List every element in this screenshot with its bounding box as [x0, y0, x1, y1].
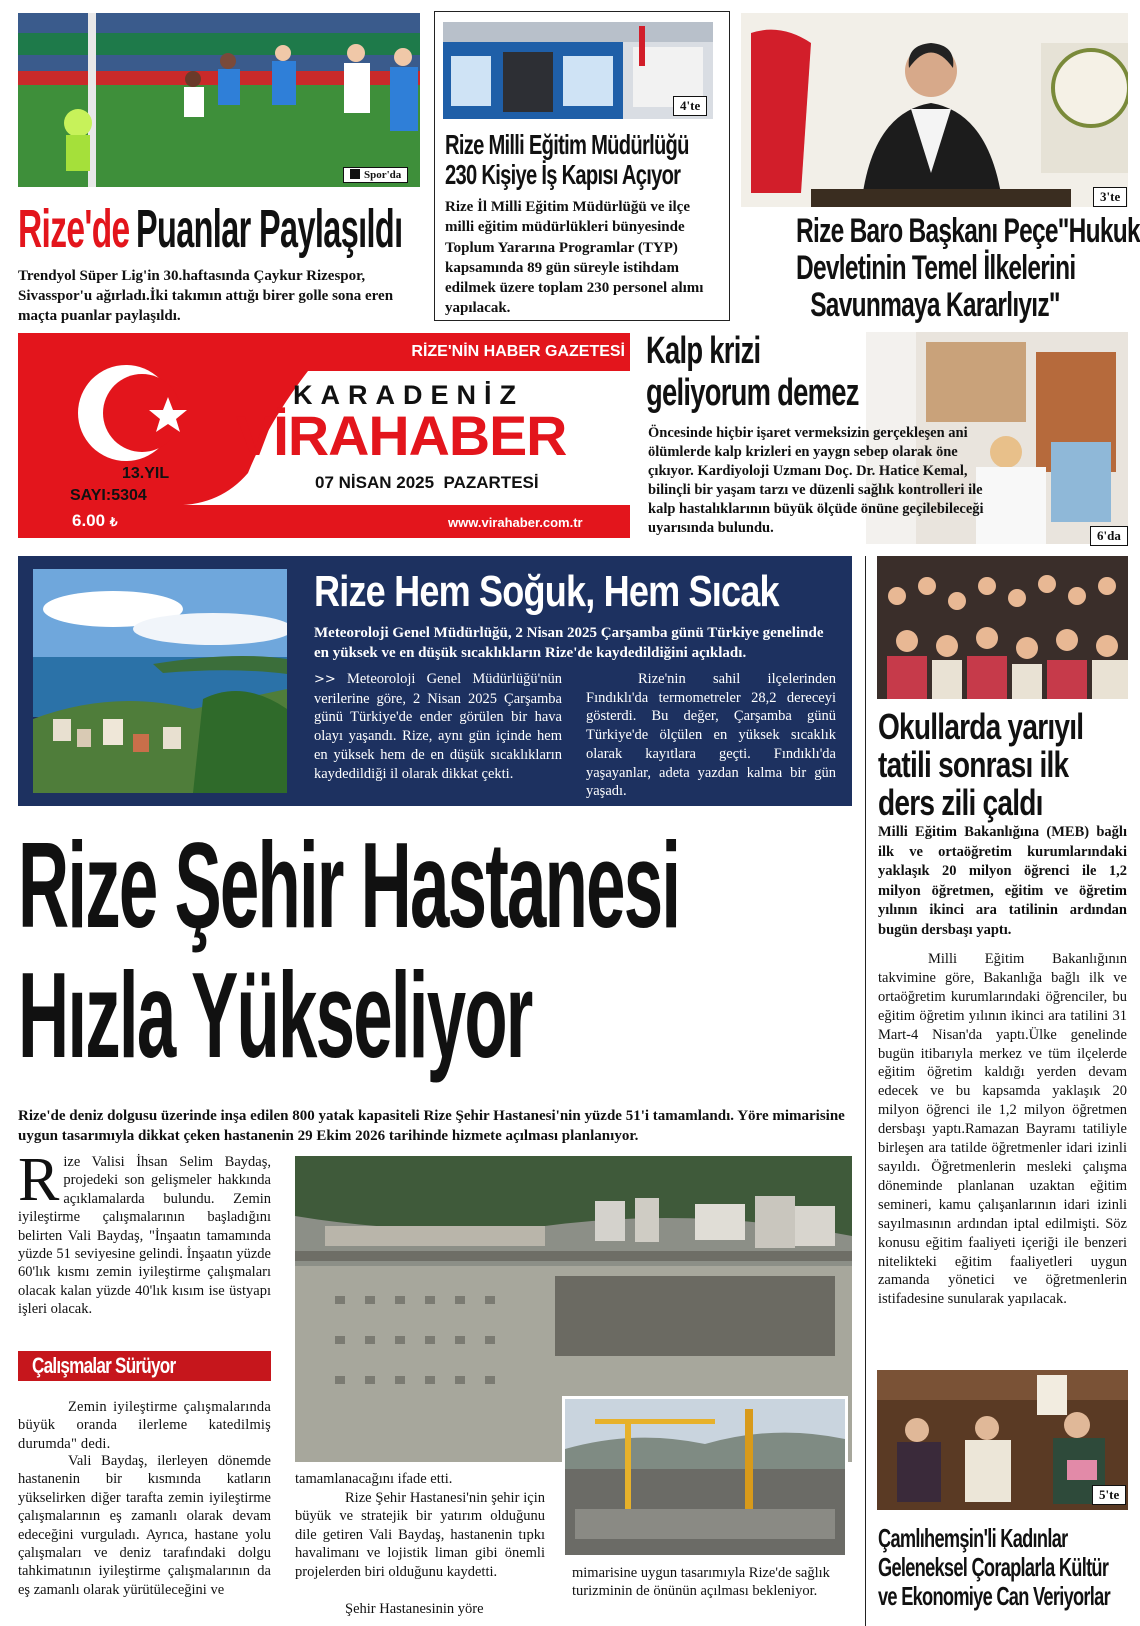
right-column-divider	[865, 556, 866, 1626]
masthead-name-main: VİRAHABER	[236, 404, 567, 467]
masthead	[18, 333, 630, 538]
hospital-para2: Zemin iyileştirme çalışmalarında büyük oranda ilerleme katedilmiş durumda" dedi.	[18, 1399, 271, 1452]
heart-headline: Kalp krizi geliyorum demez	[646, 330, 859, 414]
hospital-mid1: tamamlanacağını ifade etti.	[295, 1471, 453, 1487]
chevron-double-right-icon: >>	[314, 672, 336, 687]
weather-headline: Rize Hem Soğuk, Hem Sıcak	[314, 567, 779, 616]
camlihemsin-page-ref: 5'te	[1092, 1485, 1126, 1505]
sport-photo	[18, 13, 420, 187]
hospital-dropcap: R	[18, 1146, 60, 1214]
sport-section-tag: Spor'da	[343, 167, 408, 183]
hospital-mid3: Şehir Hastanesinin yöre	[345, 1601, 484, 1617]
hospital-crane-photo	[562, 1396, 848, 1558]
masthead-price	[72, 511, 117, 531]
education-page-ref: 4'te	[673, 96, 707, 116]
bar-president-photo	[741, 13, 1128, 207]
weather-lead: Meteoroloji Genel Müdürlüğü, 2 Nisan 2025 Çarşamba günü Türkiye genelinde en yüksek ve en düşük sıcaklıkların Rize'de kaydedildiğini açıkladı.	[314, 625, 824, 661]
hospital-subhead: Çalışmalar Sürüyor	[32, 1353, 176, 1378]
weather-coast-photo	[33, 569, 287, 793]
heart-page-ref: 6'da	[1090, 526, 1128, 546]
masthead-year: 13.YIL	[122, 465, 170, 482]
camlihemsin-women-photo	[877, 1370, 1128, 1510]
masthead-date: 07 NİSAN 2025 PAZARTESİ	[315, 473, 539, 492]
hospital-right1: mimarisine uygun tasarımıyla Rize'de sağlık turizminin de önünün açılması bekleniyor.	[572, 1565, 830, 1600]
sport-headline	[18, 198, 420, 260]
hospital-para1: Rize Valisi İhsan Selim Baydaş, projedeki son gelişmeler hakkında açıklamalarda bulundu. Zemin iyileştirme çalışmalarının başladığını belirten Vali Baydaş, "İnşaatın tamamında yüzde 51 seviyesine gelindi. İnşaatın yüzde 60'lık kısmı zemin iyileştirme çalışmaları olacak kalan yüzde 40'lık kısım ise üstyapı işleri olacak.	[18, 1146, 271, 1318]
education-headline: Rize Milli Eğitim Müdürlüğü 230 Kişiye İş Kapısı Açıyor	[445, 129, 689, 190]
schools-lead: Milli Eğitim Bakanlığına (MEB) bağlı ilk ve ortaöğretim kurumlarındaki yaklaşık 20 milyon öğrenci ile 1,2 milyon öğretmen, eğitim ve öğretim yılının ikinci ara tatilinin ardından bugün dersbaşı yaptı.	[878, 824, 1127, 938]
schools-children-photo	[877, 556, 1128, 699]
hospital-subhead-bar	[18, 1351, 271, 1381]
hospital-headline: Rize Şehir Hastanesi Hızla Yükseliyor	[18, 817, 680, 1083]
heart-summary: Öncesinde hiçbir işaret vermeksizin gerçekleşen ani ölümlerde kalp krizleri en yaygn sebep olarak öne çıkıyor. Kardiyoloji Uzmanı Doç. Dr. Hatice Kemal, bilinçli bir yaşam tarzı ve düzenli sağlık kontrolleri ile kalp hastalıklarının büyük ölçüde önüne geçilebileceği uyarısında bulundu.	[648, 425, 984, 536]
masthead-website[interactable]: www.virahaber.com.tr	[448, 515, 583, 530]
hospital-mid2: Rize Şehir Hastanesi'nin şehir için büyük ve stratejik bir yatırım olduğunu dile getiren Vali Baydaş, hastanenin tıpkı havalimanı ve lojistik liman gibi önemli projelerden biri olduğunu kaydetti.	[295, 1490, 545, 1580]
sport-headline-red: Rize'de	[18, 199, 130, 259]
education-summary: Rize İl Milli Eğitim Müdürlüğü ve ilçe milli eğitim müdürlükleri bünyesinde Toplum Yararına Programlar (TYP) kapsamında 89 gün süreyle istihdam edilmek üzere toplam 230 personel alımı yapılacak.	[445, 199, 704, 317]
camlihemsin-headline: Çamlıhemşin'li Kadınlar Geleneksel Çoraplarla Kültür ve Ekonomiye Can Veriyorlar	[878, 1523, 1110, 1611]
masthead-issue: SAYI:5304	[70, 487, 147, 504]
weather-col1: >> Meteoroloji Genel Müdürlüğü'nün verilerine göre, 2 Nisan 2025 Çarşamba günü Türkiye'de ender görülen bir hava olayı yaşandı. Rize, aynı gün içinde hem en yüksek hem de en düşük sıcaklıkların kaydedildiği il olarak dikkat çekti.	[314, 671, 562, 782]
weather-col2: Rize'nin sahil ilçelerinden Fındıklı'da termometreler 28,2 dereceyi gösterdi. Bu değer, Çarşamba günü Türkiye'de ölçülen en yüksek sıcaklık olarak kayıtlara geçti. Fındıklı'da yaşayanlar, adeta yazdan kalma bir gün yaşadı.	[586, 671, 836, 800]
hospital-para3: Vali Baydaş, ilerleyen dönemde hastanenin bir kısmında katların yükselirken diğer tarafta zemin iyileştirme çalışmalarının eş zamanlı olarak devam edeceğini vurguladı. Ayrıca, hastane yolu çalışmaları ve deniz tarafındaki dolgu tahkimatının iyileştirme çalışmalarının da eş zamanlı olarak yürütüleceğini ve	[18, 1453, 271, 1598]
bar-headline: Rize Baro Başkanı Peçe"Hukuk Devletinin Temel İlkelerini Savunmaya Kararlıyız"	[796, 212, 1140, 324]
schools-body: Milli Eğitim Bakanlığının takvimine göre, Bakanlığa bağlı ilk ve ortaöğretim kurumlarındaki öğrenciler, bu eğitim öğretim yılının ikinci ara tatilini 31 Mart-4 Nisan'da yaptı.Ülke genelinde bugün itibarıyla merkez ve tüm ilçelerde eğitim öğretim kaldığı yerden devam edecek ve bu kapsamda yaklaşık 20 milyon öğrenci ile 1,2 milyon öğretmen dersbaşı yaptı.Ramazan Bayramı tatiliyle birleşen ara tatilde öğretmenler idari izinli sayıldı. Öğretmenlerin mesleki çalışma döneminde planlanan uzaktan eğitim semineri, kamu çalışanlarının idari izinli sayılmasının ardından iptal edilmişti. Söz konusu eğitim faaliyeti içeriği ile benzeri nitelikteki eğitim faaliyetleri uygun zamanda yönetici ve öğretmenlerin istifadesine sunularak yapılacak.	[878, 951, 1127, 1308]
masthead-name-top: KARADENİZ	[293, 380, 524, 410]
sport-headline-black: Puanlar Paylaşıldı	[136, 199, 403, 259]
bar-page-ref: 3'te	[1093, 187, 1127, 207]
price-value: 6.00	[72, 511, 106, 530]
sport-summary: Trendyol Süper Lig'in 30.haftasında Çaykur Rizespor, Sivasspor'u ağırladı.İki takımın attığı birer golle sona eren maçta puanlar paylaşıldı.	[18, 268, 394, 324]
hospital-lead: Rize'de deniz dolgusu üzerinde inşa edilen 800 yatak kapasiteli Rize Şehir Hastanesi'nin yüzde 51'i tamamlandı. Yöre mimarisine uygun tasarımıyla dikkat çeken hastanenin 29 Ekim 2026 tarihinde hizmete açılması planlanıyor.	[18, 1108, 845, 1144]
schools-headline: Okullarda yarıyıl tatili sonrası ilk ders zili çaldı	[878, 706, 1084, 823]
currency-symbol: ₺	[109, 515, 118, 529]
masthead-slogan: RİZE'NİN HABER GAZETESİ	[411, 343, 625, 360]
